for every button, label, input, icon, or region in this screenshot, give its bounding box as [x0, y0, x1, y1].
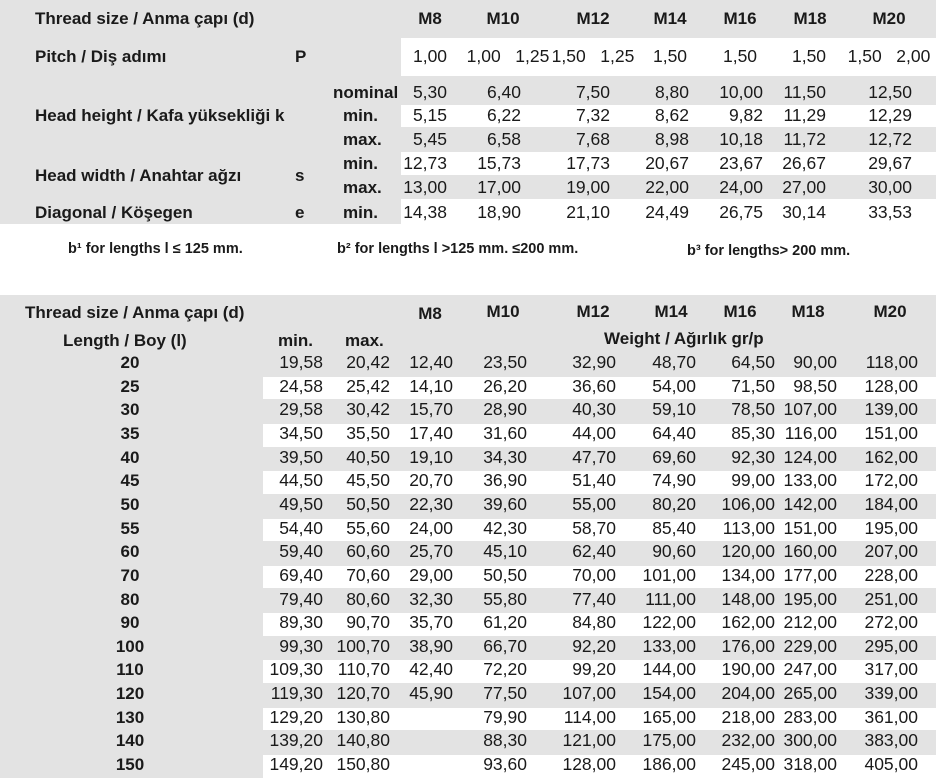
weight-size-header-m12: M12 [576, 302, 610, 321]
weight-value: 247,00 [783, 659, 837, 680]
pitch-value: 1,50 1,25 [551, 46, 635, 66]
length-min-label: min. [278, 331, 313, 350]
weight-value: 72,20 [483, 659, 527, 680]
length-max-value: 30,42 [346, 399, 390, 420]
weight-value: 99,20 [572, 659, 616, 680]
weight-value: 318,00 [783, 754, 837, 775]
weight-value: 295,00 [864, 635, 918, 656]
weight-value: 29,00 [409, 564, 453, 585]
diagonal-value: 21,10 [566, 202, 610, 222]
weight-value: 45,10 [483, 541, 527, 562]
weight-value: 39,60 [483, 493, 527, 514]
weight-value: 54,00 [652, 375, 696, 396]
length-min-value: 79,40 [279, 588, 323, 609]
weight-value: 90,60 [652, 541, 696, 562]
head-width-label: Head width / Anahtar ağzı [35, 166, 242, 185]
length-max-value: 55,60 [346, 517, 390, 538]
head-height-value: 5,30 [412, 82, 447, 102]
weight-value: 55,80 [483, 588, 527, 609]
weight-size-header-m8: M8 [418, 304, 442, 323]
length-value: 50 [120, 494, 140, 514]
weight-value: 35,70 [409, 612, 453, 633]
weight-value: 139,00 [864, 399, 918, 420]
weight-value: 283,00 [783, 706, 837, 727]
length-max-value: 60,60 [346, 541, 390, 562]
length-min-value: 119,30 [270, 683, 323, 704]
weight-value: 134,00 [721, 564, 775, 585]
note-b1: b¹ for lengths l ≤ 125 mm. [68, 241, 243, 257]
weight-value: 120,00 [721, 541, 775, 562]
head-height-value: 6,22 [486, 105, 521, 125]
weight-value: 80,20 [652, 493, 696, 514]
head-height-value: 5,45 [412, 129, 447, 149]
diagonal-value: 14,38 [403, 202, 447, 222]
weight-value: 218,00 [721, 706, 775, 727]
weight-value: 47,70 [572, 446, 616, 467]
length-value: 35 [120, 423, 140, 443]
weight-value: 64,40 [652, 422, 696, 443]
length-max-value: 110,70 [337, 659, 390, 680]
weight-value: 20,70 [409, 470, 453, 491]
weight-value: 34,30 [483, 446, 527, 467]
diagonal-qualifier: min. [343, 203, 378, 222]
pitch-value: 1,50 [652, 46, 688, 66]
head-height-qualifier-nominal: nominal [333, 83, 399, 102]
weight-value: 66,70 [483, 635, 527, 656]
weight-value: 38,90 [409, 635, 453, 656]
pitch-value: 1,50 2,00 [847, 46, 931, 66]
weight-value: 176,00 [721, 635, 775, 656]
head-height-value: 9,82 [728, 105, 763, 125]
weight-value: 26,20 [483, 375, 527, 396]
diagonal-value: 33,53 [868, 202, 912, 222]
head-height-value: 12,50 [868, 82, 912, 102]
head-height-value: 8,98 [654, 129, 689, 149]
size-header-m10: M10 [486, 9, 520, 28]
weight-value: 245,00 [721, 754, 775, 775]
length-min-value: 59,40 [279, 541, 323, 562]
weight-size-header-m14: M14 [654, 302, 688, 321]
length-max-value: 140,80 [336, 730, 390, 751]
weight-value: 61,20 [483, 612, 527, 633]
weight-value: 207,00 [864, 541, 918, 562]
weight-value: 107,00 [783, 399, 837, 420]
head-height-qualifier-min: min. [343, 106, 378, 125]
thread-size-label: Thread size / Anma çapı (d) [35, 9, 255, 28]
head-width-value: 15,73 [477, 153, 521, 173]
weight-value: 79,90 [483, 706, 527, 727]
head-height-value: 6,40 [486, 82, 521, 102]
weight-value: 28,90 [483, 399, 527, 420]
weight-value: 204,00 [721, 683, 775, 704]
head-height-value: 7,68 [575, 129, 610, 149]
head-width-value: 26,67 [782, 153, 826, 173]
weight-value: 50,50 [483, 564, 527, 585]
length-min-value: 149,20 [269, 754, 323, 775]
weight-value: 114,00 [563, 706, 616, 727]
head-height-value: 8,80 [654, 82, 689, 102]
head-height-value: 11,72 [783, 129, 826, 149]
size-header-m8: M8 [418, 9, 442, 28]
diagonal-label: Diagonal / Köşegen [35, 203, 193, 222]
weight-value: 128,00 [864, 375, 918, 396]
weight-value: 228,00 [864, 564, 918, 585]
weight-size-header-m10: M10 [486, 302, 520, 321]
head-width-value: 22,00 [645, 177, 689, 197]
weight-value: 190,00 [721, 659, 775, 680]
weight-value: 92,20 [572, 635, 616, 656]
length-min-value: 44,50 [279, 470, 323, 491]
weight-value: 15,70 [409, 399, 453, 420]
head-width-symbol: s [295, 166, 305, 185]
length-label: Length / Boy (l) [63, 331, 187, 350]
weight-value: 36,60 [572, 375, 616, 396]
diagonal-value: 30,14 [782, 202, 826, 222]
length-min-value: 99,30 [279, 635, 323, 656]
weight-value: 116,00 [784, 422, 837, 443]
weight-value: 195,00 [783, 588, 837, 609]
weight-value: 70,00 [572, 564, 616, 585]
size-header-m14: M14 [653, 9, 687, 28]
weight-value: 165,00 [642, 706, 696, 727]
length-max-value: 35,50 [346, 422, 390, 443]
length-max-value: 50,50 [346, 493, 390, 514]
pitch-value: 1,00 1,25 [466, 46, 550, 66]
weight-value: 88,30 [483, 730, 527, 751]
weight-value: 186,00 [642, 754, 696, 775]
weight-value: 265,00 [783, 683, 837, 704]
weight-value: 195,00 [864, 517, 918, 538]
weight-value: 107,00 [562, 683, 616, 704]
weight-value: 101,00 [642, 564, 696, 585]
weight-thread-size-label: Thread size / Anma çapı (d) [25, 303, 245, 322]
weight-value: 177,00 [783, 564, 837, 585]
length-min-value: 49,50 [279, 493, 323, 514]
length-min-value: 29,58 [279, 399, 323, 420]
length-min-value: 54,40 [279, 517, 323, 538]
weight-value: 77,50 [483, 683, 527, 704]
pitch-value: 1,50 [791, 46, 827, 66]
weight-value: 14,10 [409, 375, 453, 396]
note-b2: b² for lengths l >125 mm. ≤200 mm. [337, 241, 579, 257]
length-max-label: max. [345, 331, 384, 350]
head-width-value: 17,73 [566, 153, 610, 173]
weight-value: 144,00 [642, 659, 696, 680]
weight-value: 339,00 [864, 683, 918, 704]
head-width-value: 24,00 [719, 177, 763, 197]
weight-value: 42,30 [483, 517, 527, 538]
weight-value: 99,00 [731, 470, 775, 491]
pitch-label: Pitch / Diş adımı [35, 47, 167, 66]
diagonal-symbol: e [295, 203, 305, 222]
head-height-value: 8,62 [654, 105, 689, 125]
weight-value: 118,00 [865, 352, 918, 372]
length-value: 140 [115, 731, 145, 751]
length-max-value: 70,60 [346, 564, 390, 585]
head-height-value: 5,15 [412, 105, 447, 125]
head-width-value: 19,00 [566, 177, 610, 197]
weight-value: 128,00 [562, 754, 616, 775]
weight-value: 232,00 [721, 730, 775, 751]
length-min-value: 89,30 [279, 612, 323, 633]
length-max-value: 120,70 [336, 683, 390, 704]
weight-size-header-m16: M16 [723, 302, 757, 321]
head-width-value: 27,00 [782, 177, 826, 197]
weight-value: 58,70 [572, 517, 616, 538]
length-max-value: 150,80 [336, 754, 390, 775]
weight-value: 124,00 [783, 446, 837, 467]
weight-value: 122,00 [642, 612, 696, 633]
weight-value: 48,70 [652, 352, 696, 372]
head-width-value: 20,67 [645, 153, 689, 173]
head-height-value: 11,50 [783, 82, 826, 102]
weight-value: 151,00 [864, 422, 918, 443]
length-value: 70 [120, 565, 140, 585]
length-value: 20 [120, 353, 140, 372]
head-height-qualifier-max: max. [343, 130, 382, 149]
diagonal-value: 18,90 [477, 202, 521, 222]
pitch-value: 1,00 [412, 46, 448, 66]
length-max-value: 130,80 [336, 706, 390, 727]
weight-value: 172,00 [864, 470, 918, 491]
weight-value: 106,00 [721, 493, 775, 514]
head-width-value: 17,00 [477, 177, 521, 197]
weight-value: 229,00 [783, 635, 837, 656]
diagonal-value: 24,49 [645, 202, 689, 222]
head-width-qualifier-min: min. [343, 154, 378, 173]
head-width-value: 12,73 [403, 153, 447, 173]
weight-value: 151,00 [783, 517, 837, 538]
weight-value: 405,00 [864, 754, 918, 775]
weight-value: 133,00 [783, 470, 837, 491]
head-height-value: 11,29 [783, 105, 826, 125]
weight-value: 17,40 [409, 422, 453, 443]
length-value: 25 [120, 376, 140, 396]
length-max-value: 100,70 [336, 635, 390, 656]
weight-value: 78,50 [731, 399, 775, 420]
head-height-label: Head height / Kafa yüksekliği k [35, 106, 285, 125]
weight-value: 42,40 [409, 659, 453, 680]
weight-value: 212,00 [783, 612, 837, 633]
weight-value: 133,00 [642, 635, 696, 656]
length-min-value: 19,58 [279, 352, 323, 372]
length-value: 120 [115, 684, 145, 704]
size-header-m20: M20 [872, 9, 906, 28]
weight-value: 36,90 [483, 470, 527, 491]
weight-value: 44,00 [572, 422, 616, 443]
weight-value: 154,00 [642, 683, 696, 704]
length-value: 60 [120, 542, 140, 562]
length-min-value: 69,40 [279, 564, 323, 585]
weight-value: 93,60 [483, 754, 527, 775]
length-max-value: 40,50 [346, 446, 390, 467]
length-value: 80 [120, 589, 140, 609]
weight-value: 175,00 [642, 730, 696, 751]
weight-value: 31,60 [483, 422, 527, 443]
length-value: 55 [120, 518, 140, 538]
length-min-value: 34,50 [279, 422, 323, 443]
length-value: 90 [120, 613, 140, 633]
length-value: 40 [120, 447, 140, 467]
length-max-value: 90,70 [346, 612, 390, 633]
weight-value: 51,40 [572, 470, 616, 491]
weight-value: 24,00 [409, 517, 453, 538]
length-min-value: 139,20 [269, 730, 323, 751]
weight-value: 251,00 [864, 588, 918, 609]
length-min-value: 39,50 [279, 446, 323, 467]
head-height-value: 10,00 [719, 82, 763, 102]
pitch-symbol: P [295, 47, 307, 66]
head-width-value: 30,00 [868, 177, 912, 197]
weight-value: 62,40 [572, 541, 616, 562]
length-min-value: 129,20 [269, 706, 323, 727]
length-value: 130 [115, 707, 145, 727]
length-value: 150 [115, 755, 145, 775]
head-height-value: 10,18 [719, 129, 763, 149]
pitch-value: 1,50 [722, 46, 758, 66]
weight-value: 111,00 [645, 588, 696, 609]
weight-value: 162,00 [721, 612, 775, 633]
weight-value: 317,00 [864, 659, 918, 680]
weight-value: 85,30 [731, 422, 775, 443]
weight-value: 113,00 [722, 517, 775, 538]
length-value: 100 [115, 636, 145, 656]
weight-value: 71,50 [731, 375, 775, 396]
weight-value: 22,30 [409, 493, 453, 514]
diagonal-value: 26,75 [719, 202, 763, 222]
weight-value: 19,10 [409, 446, 453, 467]
length-max-value: 80,60 [346, 588, 390, 609]
weight-value: 160,00 [783, 541, 837, 562]
size-header-m18: M18 [793, 9, 827, 28]
weight-value: 383,00 [864, 730, 918, 751]
length-max-value: 45,50 [346, 470, 390, 491]
weight-value: 40,30 [572, 399, 616, 420]
weight-value: 64,50 [731, 352, 775, 372]
weight-size-header-m18: M18 [791, 302, 825, 321]
size-header-m12: M12 [576, 9, 610, 28]
weight-value: 55,00 [572, 493, 616, 514]
weight-value: 85,40 [652, 517, 696, 538]
weight-value: 12,40 [409, 352, 453, 372]
head-width-value: 23,67 [719, 153, 763, 173]
weight-value: 300,00 [783, 730, 837, 751]
length-max-value: 20,42 [346, 352, 390, 372]
length-value: 110 [116, 660, 144, 680]
weight-value: 361,00 [864, 706, 918, 727]
weight-value: 69,60 [652, 446, 696, 467]
length-min-value: 109,30 [269, 659, 323, 680]
head-width-value: 29,67 [868, 153, 912, 173]
weight-value: 32,30 [409, 588, 453, 609]
weight-value: 272,00 [864, 612, 918, 633]
head-height-value: 6,58 [486, 129, 521, 149]
weight-value: 25,70 [409, 541, 453, 562]
head-height-value: 7,32 [575, 105, 610, 125]
head-height-value: 12,29 [868, 105, 912, 125]
weight-value: 184,00 [864, 493, 918, 514]
weight-label: Weight / Ağırlık gr/p [604, 329, 764, 348]
weight-value: 98,50 [793, 375, 837, 396]
weight-value: 148,00 [721, 588, 775, 609]
weight-value: 77,40 [572, 588, 616, 609]
weight-value: 92,30 [731, 446, 775, 467]
weight-value: 142,00 [783, 493, 837, 514]
weight-value: 162,00 [864, 446, 918, 467]
weight-value: 84,80 [572, 612, 616, 633]
weight-value: 121,00 [562, 730, 616, 751]
note-b3: b³ for lengths> 200 mm. [687, 243, 851, 259]
weight-size-header-m20: M20 [873, 302, 907, 321]
head-height-value: 12,72 [868, 129, 912, 149]
head-width-value: 13,00 [403, 177, 447, 197]
size-header-m16: M16 [723, 9, 757, 28]
weight-value: 59,10 [652, 399, 696, 420]
weight-value: 90,00 [793, 352, 837, 372]
weight-value: 45,90 [409, 683, 453, 704]
length-value: 30 [120, 400, 140, 420]
length-value: 45 [120, 471, 140, 491]
length-max-value: 25,42 [346, 375, 390, 396]
weight-value: 32,90 [572, 352, 616, 372]
weight-value: 23,50 [483, 352, 527, 372]
weight-value: 74,90 [652, 470, 696, 491]
head-width-qualifier-max: max. [343, 178, 382, 197]
length-min-value: 24,58 [279, 375, 323, 396]
head-height-value: 7,50 [575, 82, 610, 102]
